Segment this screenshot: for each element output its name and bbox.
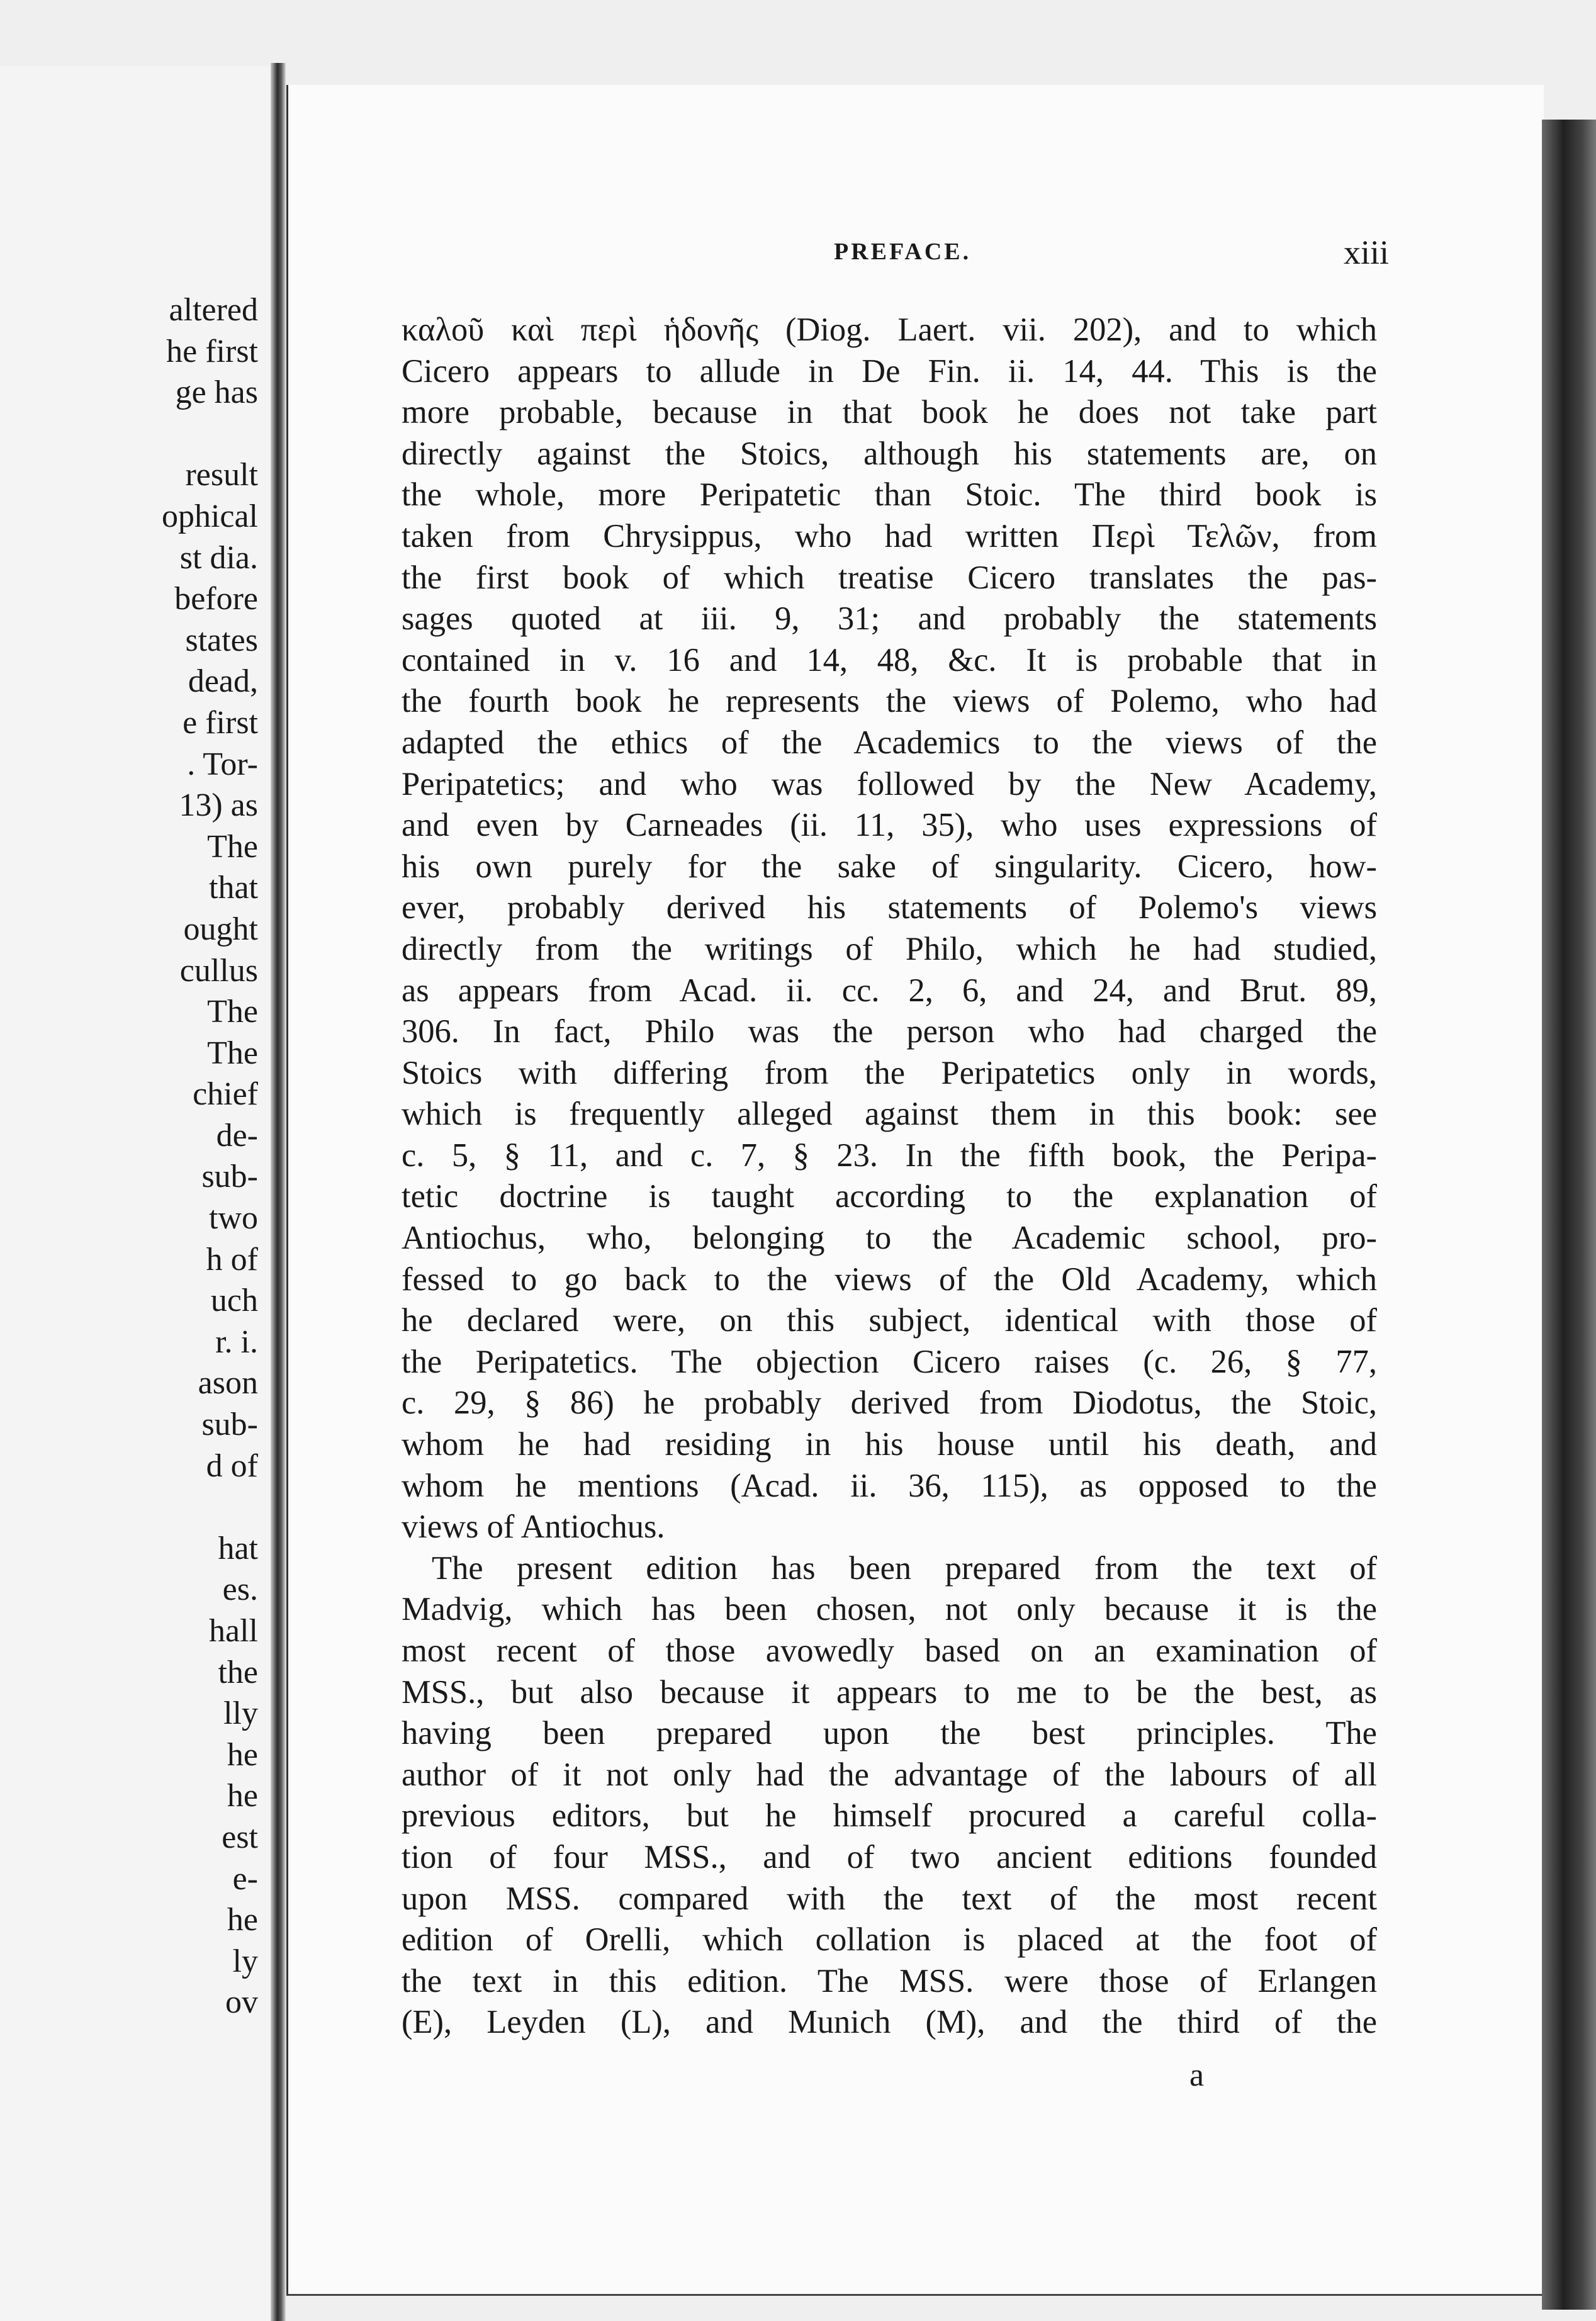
text-line: the text in this edition. The MSS. were those of Erlangen [402, 1962, 1377, 1999]
left-fragment-line: h of [206, 1241, 258, 1278]
left-fragment-line: ason [198, 1365, 258, 1402]
text-line: ever, probably derived his statements of Polemo's views [402, 889, 1377, 926]
book-gutter [271, 63, 286, 2321]
running-head: PREFACE. [834, 239, 972, 265]
text-line: as appears from Acad. ii. cc. 2, 6, and 24, and Brut. 89, [402, 972, 1377, 1009]
text-line: MSS., but also because it appears to me to be the best, as [402, 1673, 1377, 1711]
text-line: καλοῦ καὶ περὶ ἡδονῆς (Diog. Laert. vii. 202), and to which [402, 312, 1377, 348]
left-fragment-line: the [218, 1654, 258, 1690]
left-fragment-line: two [209, 1200, 258, 1237]
left-fragment-line: es. [222, 1571, 258, 1608]
left-fragment-line: ly [232, 1943, 258, 1979]
text-line: directly from the writings of Philo, which he had studied, [402, 930, 1377, 967]
text-line: more probable, because in that book he does not take part [402, 394, 1377, 431]
left-fragment-line: ought [183, 911, 258, 947]
left-fragment-line: result [185, 457, 258, 493]
text-line: edition of Orelli, which collation is placed at the foot of [402, 1921, 1377, 1959]
text-line: he declared were, on this subject, identical with those of [402, 1302, 1377, 1339]
text-line: and even by Carneades (ii. 11, 35), who uses expressions of [402, 807, 1377, 844]
left-fragment-line: The [207, 994, 258, 1030]
text-line: the Peripatetics. The objection Cicero raises (c. 26, § 77, [402, 1343, 1377, 1380]
text-line: Madvig, which has been chosen, not only because it is the [402, 1591, 1377, 1628]
signature-mark: a [1189, 2057, 1205, 2093]
left-fragment-line: . Tor- [187, 746, 258, 782]
left-page-text-fragments [0, 289, 258, 2023]
left-fragment-line: ov [225, 1984, 258, 2021]
left-fragment-line: ge has [175, 374, 258, 411]
text-line: the whole, more Peripatetic than Stoic. The third book is [402, 476, 1377, 514]
text-line: 306. In fact, Philo was the person who had charged the [402, 1013, 1377, 1050]
text-line: taken from Chrysippus, who had written Περὶ Τελῶν, from [402, 517, 1377, 554]
left-fragment-line: lly [223, 1695, 258, 1732]
text-line: whom he had residing in his house until his death, and [402, 1426, 1377, 1463]
text-line: The present edition has been prepared from the text of [432, 1549, 1377, 1587]
text-line: Peripatetics; and who was followed by the New Academy, [402, 765, 1377, 802]
left-fragment-line: The [207, 828, 258, 865]
left-fragment-line: dead, [188, 663, 258, 700]
text-line: fessed to go back to the views of the Old Academy, which [402, 1261, 1377, 1298]
left-fragment-line: de- [216, 1117, 258, 1154]
text-line: the first book of which treatise Cicero translates the pas- [402, 559, 1377, 596]
left-page [0, 66, 280, 2321]
page-number: xiii [1344, 233, 1390, 271]
left-fragment-line: chief [193, 1076, 258, 1113]
text-line: his own purely for the sake of singularity. Cicero, how- [402, 848, 1377, 885]
text-line: Antiochus, who, belonging to the Academic school, pro- [402, 1220, 1377, 1257]
left-fragment-line: The [207, 1035, 258, 1071]
left-fragment-line: he [227, 1778, 258, 1814]
text-line: tion of four MSS., and of two ancient editions founded [402, 1838, 1377, 1875]
page-edge [1542, 120, 1596, 2310]
text-line: directly against the Stoics, although his statements are, on [402, 435, 1377, 472]
text-line: views of Antiochus. [402, 1509, 665, 1546]
left-fragment-line: he first [166, 333, 258, 369]
text-line: most recent of those avowedly based on an examination of [402, 1633, 1377, 1669]
text-line: c. 5, § 11, and c. 7, § 23. In the fifth book, the Peripa- [402, 1137, 1377, 1174]
text-line: adapted the ethics of the Academics to the views of the [402, 724, 1377, 761]
text-line: the fourth book he represents the views of Polemo, who had [402, 683, 1377, 720]
left-fragment-line: r. i. [215, 1323, 258, 1360]
left-fragment-line [0, 1486, 258, 1528]
left-fragment-line: hat [218, 1530, 258, 1566]
text-line: Cicero appears to allude in De Fin. ii. 14, 44. This is the [402, 352, 1377, 390]
left-fragment-line [0, 413, 258, 455]
left-fragment-line: he [227, 1902, 258, 1938]
left-fragment-line: he [227, 1736, 258, 1773]
left-fragment-line: 13) as [179, 787, 258, 824]
left-fragment-line: altered [169, 292, 258, 328]
left-fragment-line: hall [209, 1613, 258, 1649]
text-line: which is frequently alleged against them in this book: see [402, 1096, 1377, 1133]
left-fragment-line: e first [183, 704, 258, 741]
left-fragment-line: sub- [201, 1407, 258, 1443]
text-line: author of it not only had the advantage of the labours of all [402, 1756, 1377, 1793]
text-line: tetic doctrine is taught according to the explanation of [402, 1178, 1377, 1215]
body-text [402, 310, 1377, 2043]
left-fragment-line: sub- [201, 1159, 258, 1195]
left-fragment-line: uch [210, 1283, 258, 1319]
text-line: contained in v. 16 and 14, 48, &c. It is probable that in [402, 641, 1377, 678]
left-fragment-line: that [209, 870, 258, 906]
text-line: upon MSS. compared with the text of the most recent [402, 1880, 1377, 1917]
text-line: c. 29, § 86) he probably derived from Diodotus, the Stoic, [402, 1385, 1377, 1422]
left-fragment-line: ophical [161, 498, 258, 534]
left-fragment-line: d of [206, 1447, 258, 1484]
text-line: Stoics with differing from the Peripatetics only in words, [402, 1054, 1377, 1091]
text-line: (E), Leyden (L), and Munich (M), and the third of the [402, 2004, 1377, 2041]
text-line: previous editors, but he himself procured a careful colla- [402, 1797, 1377, 1835]
left-fragment-line: before [174, 581, 258, 617]
text-line: whom he mentions (Acad. ii. 36, 115), as opposed to the [402, 1467, 1377, 1504]
text-line: having been prepared upon the best principles. The [402, 1715, 1377, 1752]
left-fragment-line: states [185, 622, 258, 658]
left-fragment-line: e- [232, 1860, 258, 1897]
left-fragment-line: cullus [179, 952, 258, 989]
text-line: sages quoted at iii. 9, 31; and probably the statements [402, 600, 1377, 638]
left-fragment-line: st dia. [179, 539, 258, 576]
left-fragment-line: est [222, 1819, 258, 1855]
